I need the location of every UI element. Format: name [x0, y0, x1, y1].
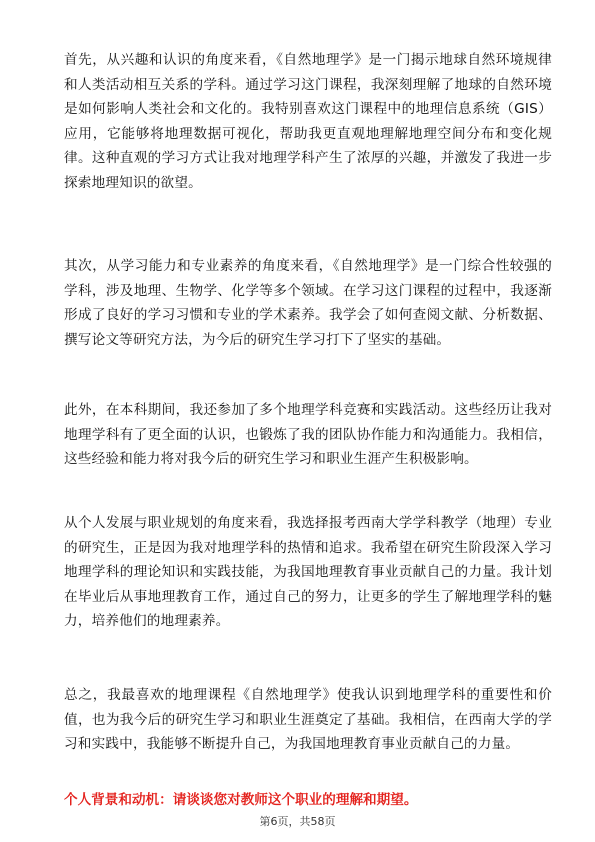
paragraph-conclusion: 总之，我最喜欢的地理课程《自然地理学》使我认识到地理学科的重要性和价值，也为我今后的研究生学习和职业生涯奠定了基础。我相信，在西南大学的学习和实践中，我能够不断提升自己，为我国地理教育事业贡献自己的力量。 — [64, 687, 552, 752]
paragraph-competitions: 此外，在本科期间，我还参加了多个地理学科竞赛和实践活动。这些经历让我对地理学科有了更全面的认识，也锻炼了我的团队协作能力和沟通能力。我相信，这些经验和能力将对我今后的研究生学习和职业生涯产生积极影响。 — [64, 402, 552, 467]
paragraph-interest: 首先，从兴趣和认识的角度来看，《自然地理学》是一门揭示地球自然环境规律和人类活动相互关系的学科。通过学习这门课程，我深刻理解了地球的自然环境是如何影响人类社会和文化的。我特别喜欢这门课程中的地理信息系统（GIS）应用，它能够将地理数据可视化，帮助我更直观地理解地理空间分布和变化规律。这种直观的学习方式让我对地理学科产生了浓厚的兴趣，并激发了我进一步探索地理知识的欲望。 — [64, 52, 552, 191]
paragraph-learning-ability: 其次，从学习能力和专业素养的角度来看，《自然地理学》是一门综合性较强的学科，涉及地理、生物学、化学等多个领域。在学习这门课程的过程中，我逐渐形成了良好的学习习惯和专业的学术素养。我学会了如何查阅文献、分析数据、撰写论文等研究方法，为今后的研究生学习打下了坚实的基础。 — [64, 258, 552, 348]
next-question-heading: 个人背景和动机：请谈谈您对教师这个职业的理解和期望。 — [64, 792, 418, 808]
page-number-footer: 第6页，共58页 — [259, 815, 336, 828]
paragraph-career-plan: 从个人发展与职业规划的角度来看，我选择报考西南大学学科教学（地理）专业的研究生，正是因为我对地理学科的热情和追求。我希望在研究生阶段深入学习地理学科的理论知识和实践技能，为我国地理教育事业贡献自己的力量。我计划在毕业后从事地理教育工作，通过自己的努力，让更多的学生了解地理学科的魅力，培养他们的地理素养。 — [64, 515, 552, 629]
